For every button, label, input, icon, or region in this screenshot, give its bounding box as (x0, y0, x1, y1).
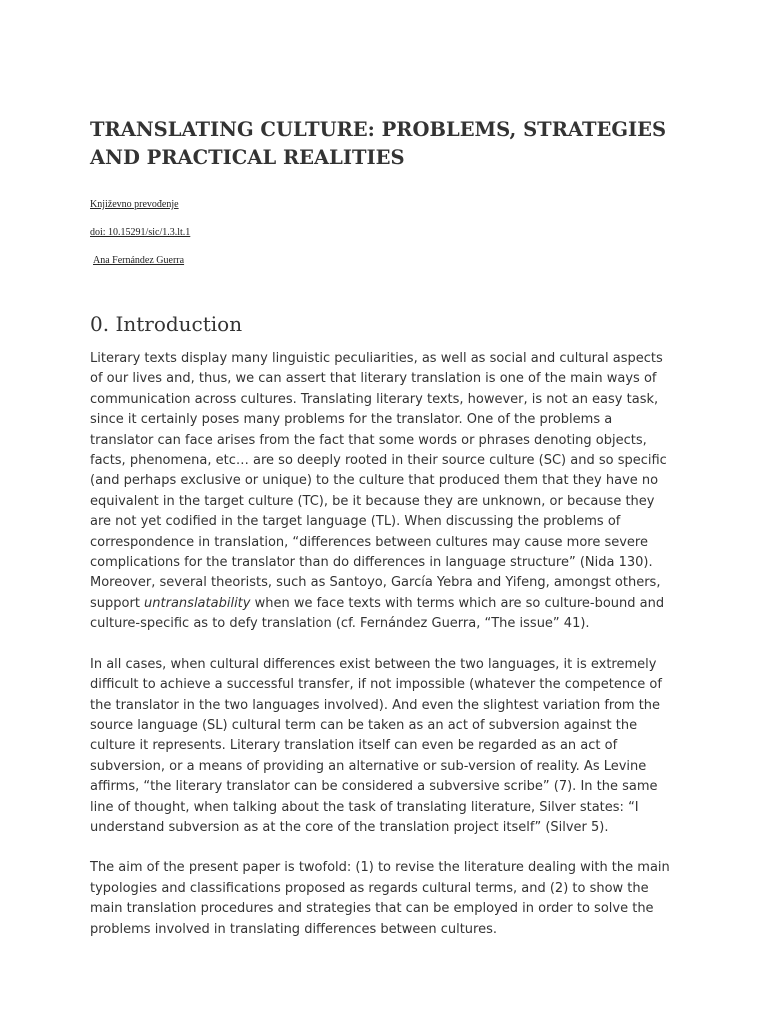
paragraph-1 (90, 349, 678, 635)
article-title: TRANSLATING CULTURE: PROBLEMS, STRATEGIES AND PRACTICAL REALITIES (90, 118, 667, 169)
category-link[interactable]: Književno prevođenje (90, 199, 179, 210)
paragraph-1-italic: untranslatability (144, 595, 251, 611)
paragraph-1-text-a: Literary texts display many linguistic peculiarities, as well as social and cultural aspects of our lives and, thus, we can assert that literary translation is one of the main ways of communication across cultures. Translating literary texts, however, is not an easy task, since it certainly poses many problems for the translator. One of the problems a translator can face arises from the fact that some words or phrases denoting objects, facts, phenomena, etc… are so deeply rooted in their source culture (SC) and so specific (and perhaps exclusive or unique) to the culture that produced them that they have no equivalent in the target culture (TC), be it because they are unknown, or because they are not yet codified in the target language (TL). When discussing the problems of correspondence in translation, “differences between cultures may cause more severe complications for the translator than do differences in language structure” (Nida 130). Moreover, several theorists, such as Santoyo, García Yebra and Yifeng, amongst others, support (90, 351, 667, 611)
doi-link[interactable]: doi: 10.15291/sic/1.3.lt.1 (90, 227, 191, 238)
paragraph-1-text-b: when we face texts with terms which are so culture-bound and culture-specific as to defy translation (cf. Fernández Guerra, “The issue” 41). (90, 595, 665, 632)
section-heading: 0. Introduction (90, 312, 243, 336)
paragraph-3: The aim of the present paper is twofold: (1) to revise the literature dealing with the main typologies and classifications proposed as regards cultural terms, and (2) to show the main translation procedures and strategies that can be employed in order to solve the problems involved in translating differences between cultures. (90, 860, 670, 937)
author-link[interactable]: Ana Fernández Guerra (93, 255, 185, 266)
paragraph-2: In all cases, when cultural differences exist between the two languages, it is extremely difficult to achieve a successful transfer, if not impossible (whatever the competence of the translator in the two languages involved). And even the slightest variation from the source language (SL) cultural term can be taken as an act of subversion against the culture it represents. Literary translation itself can even be regarded as an act of subversion, or a means of providing an alternative or sub-version of reality. As Levine affirms, “the literary translator can be considered a subversive scribe” (7). In the same line of thought, when talking about the task of translating literature, Silver states: “I understand subversion as at the core of the translation project itself” (Silver 5). (90, 656, 662, 835)
